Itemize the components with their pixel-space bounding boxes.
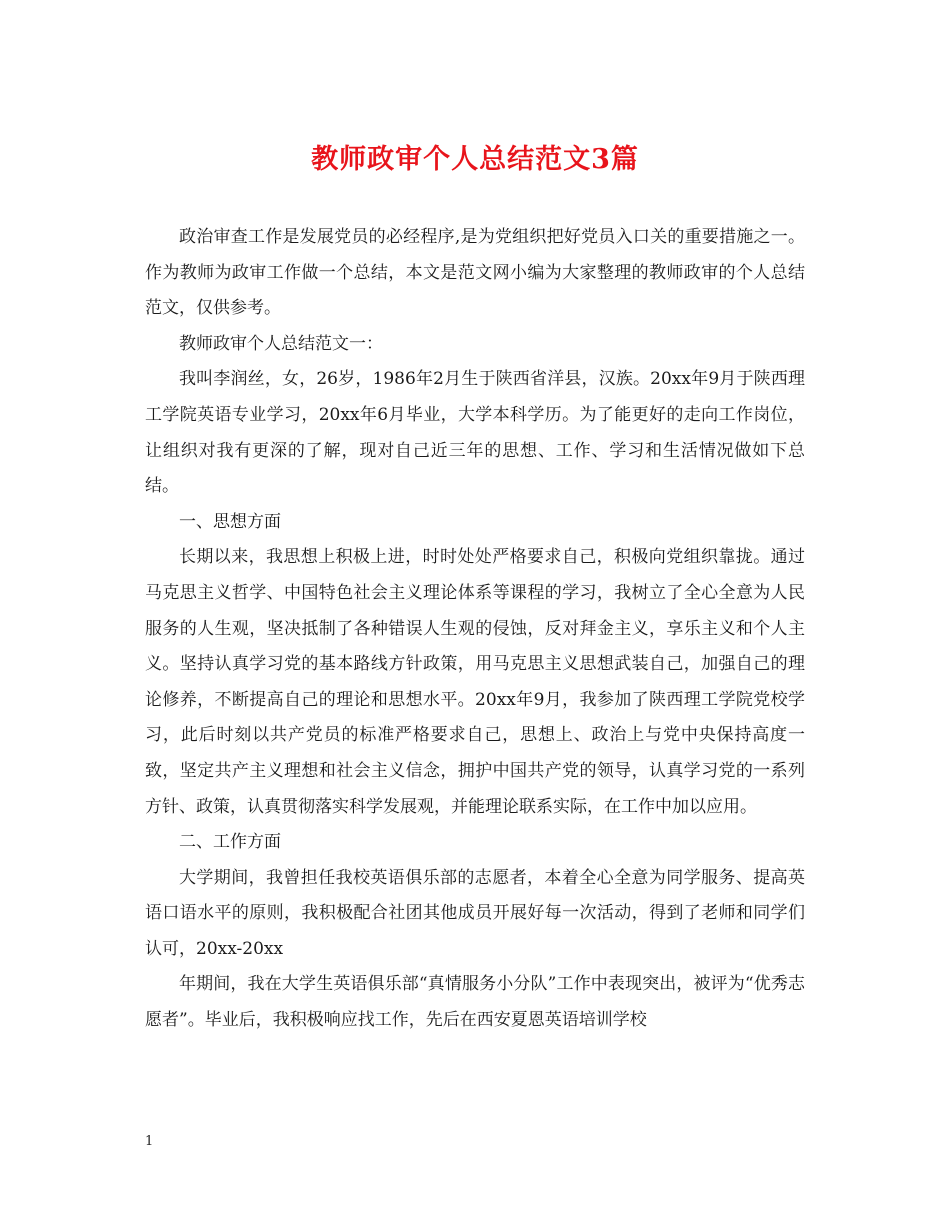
section-heading-thought: 一、思想方面 bbox=[179, 511, 281, 532]
paragraph-sample-heading: 教师政审个人总结范文一： bbox=[179, 333, 383, 354]
section-heading-work: 二、工作方面 bbox=[179, 832, 281, 853]
document-title: 教师政审个人总结范文3篇 bbox=[311, 144, 639, 175]
paragraph-self-introduction: 我叫李润丝，女，26岁，1986年2月生于陕西省洋县，汉族。20xx年9月于陕西理工学院英语专业学习，20xx年6月毕业，大学本科学历。为了能更好的走向工作岗位，让组织对我有更深的了解，现对自己近三年的思想、工作、学习和生活情况做如下总结。 bbox=[145, 369, 805, 497]
paragraph-work-1: 大学期间，我曾担任我校英语俱乐部的志愿者，本着全心全意为同学服务、提高英语口语水平的原则，我积极配合社团其他成员开展好每一次活动，得到了老师和同学们认可，20xx-20xx bbox=[145, 867, 805, 959]
page-number: 1 bbox=[145, 1134, 154, 1149]
paragraph-work-2: 年期间，我在大学生英语俱乐部“真情服务小分队”工作中表现突出，被评为“优秀志愿者”。毕业后，我积极响应找工作，先后在西安夏恩英语培训学校 bbox=[145, 974, 805, 1031]
document-body bbox=[145, 220, 805, 1039]
paragraph-thought: 长期以来，我思想上积极上进，时时处处严格要求自己，积极向党组织靠拢。通过马克思主义哲学、中国特色社会主义理论体系等课程的学习，我树立了全心全意为人民服务的人生观，坚决抵制了各种错误人生观的侵蚀，反对拜金主义，享乐主义和个人主义。坚持认真学习党的基本路线方针政策，用马克思主义思想武装自己，加强自己的理论修养，不断提高自己的理论和思想水平。20xx年9月，我参加了陕西理工学院党校学习，此后时刻以共产党员的标准严格要求自己，思想上、政治上与党中央保持高度一致，坚定共产主义理想和社会主义信念，拥护中国共产党的领导，认真学习党的一系列方针、政策，认真贯彻落实科学发展观，并能理论联系实际，在工作中加以应用。 bbox=[145, 547, 805, 817]
paragraph-intro: 政治审查工作是发展党员的必经程序,是为党组织把好党员入口关的重要措施之一。作为教师为政审工作做一个总结，本文是范文网小编为大家整理的教师政审的个人总结范文，仅供参考。 bbox=[145, 227, 805, 319]
